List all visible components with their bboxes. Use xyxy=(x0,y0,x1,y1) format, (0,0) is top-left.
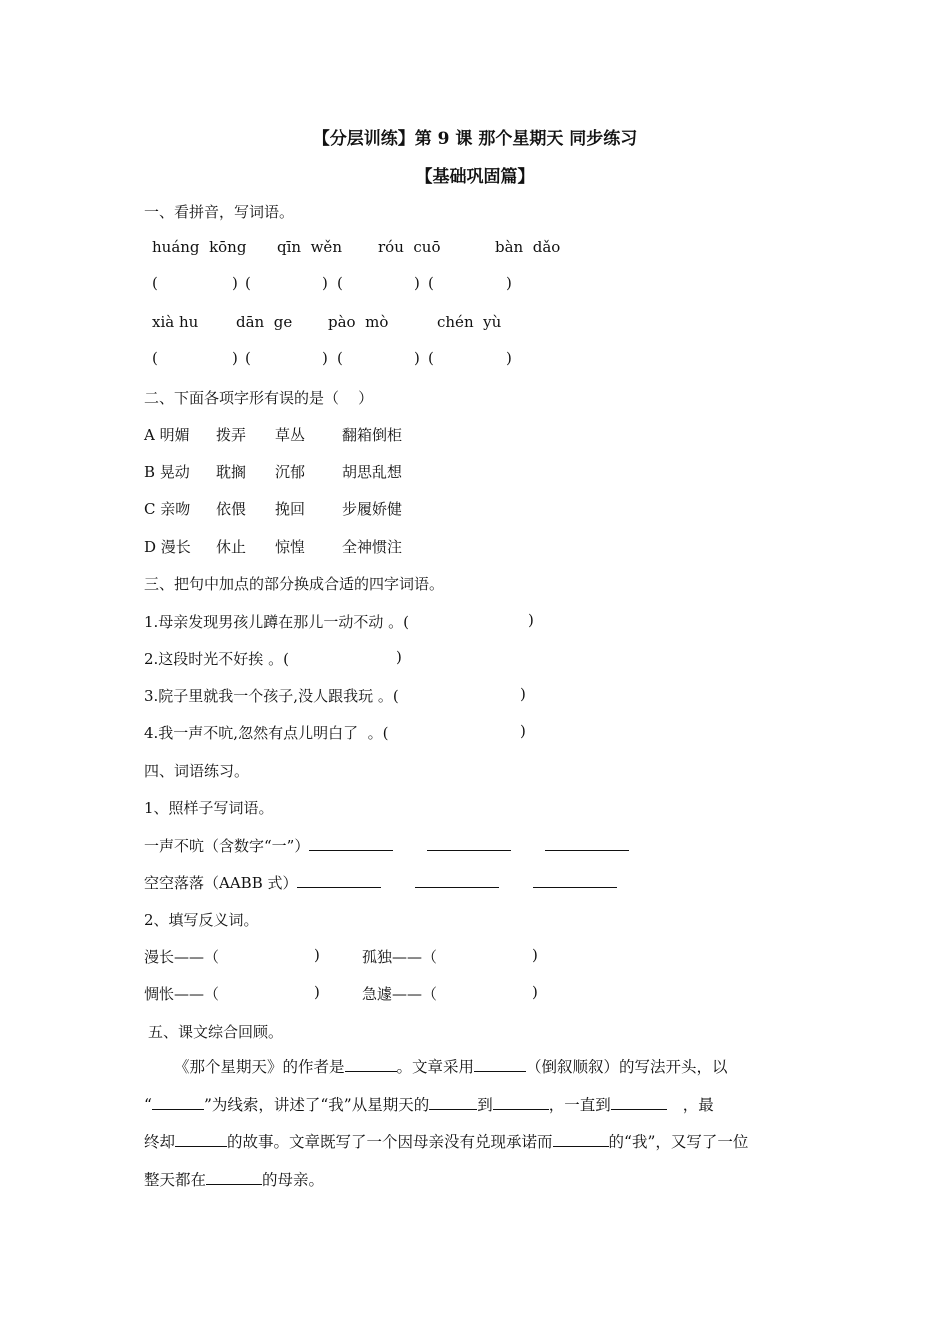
sentence-3[interactable]: 3.院子里就我一个孩子,没人跟我玩 。( xyxy=(144,687,399,705)
sentence-2-close: ) xyxy=(396,648,402,666)
author-blank[interactable] xyxy=(345,1057,397,1072)
option-d-word-1: D 漫长 xyxy=(144,538,191,556)
ending-blank[interactable] xyxy=(175,1132,227,1147)
review-text-13: 的母亲。 xyxy=(262,1170,325,1189)
option-b-word-3: 沉郁 xyxy=(275,463,306,481)
answer-box-3-open[interactable]: ( xyxy=(337,274,343,292)
sentence-1[interactable]: 1.母亲发现男孩儿蹲在那儿一动不动 。( xyxy=(144,613,409,631)
review-line-2 xyxy=(144,1087,808,1125)
page-title: 【分层训练】第 9 课 那个星期天 同步练习 xyxy=(312,129,638,149)
review-text-5: ”为线索，讲述了“我”从星期天的 xyxy=(203,1095,430,1114)
example-2-row xyxy=(144,872,617,893)
narration-blank[interactable] xyxy=(474,1057,526,1072)
option-a-word-3: 草丛 xyxy=(275,426,306,444)
answer-box-6-close: ) xyxy=(322,349,328,367)
review-text-7: ，一直到 xyxy=(548,1095,611,1114)
answer-box-3-close: ) xyxy=(414,274,420,292)
feeling-blank[interactable] xyxy=(553,1132,609,1147)
pinyin-2: qīn wěn xyxy=(277,238,342,256)
section4-sub2: 2、填写反义词。 xyxy=(144,911,259,929)
antonym-2[interactable]: 孤独——（ xyxy=(362,948,438,966)
answer-box-4-open[interactable]: ( xyxy=(428,274,434,292)
answer-box-1-open[interactable]: ( xyxy=(152,274,158,292)
section4-sub1: 1、照样子写词语。 xyxy=(144,799,274,817)
review-text-12: 整天都在 xyxy=(144,1170,207,1189)
option-c-word-4: 步履娇健 xyxy=(342,500,403,518)
review-text-2: 。文章采用 xyxy=(396,1058,475,1076)
review-text-11: 的“我”，又写了一位 xyxy=(608,1133,749,1151)
pinyin-4: bàn dǎo xyxy=(495,238,561,256)
section2-heading: 二、下面各项字形有误的是（ ） xyxy=(144,389,374,407)
example-2-blank-1[interactable] xyxy=(297,873,381,888)
answer-box-7-open[interactable]: ( xyxy=(337,349,343,367)
antonym-4[interactable]: 急遽——（ xyxy=(362,985,438,1003)
example-1-blank-3[interactable] xyxy=(545,836,629,851)
sentence-4-close: ) xyxy=(520,722,526,740)
option-c-word-2: 依偎 xyxy=(216,500,247,518)
example-2-blank-2[interactable] xyxy=(415,873,499,888)
review-text-10: 的故事。文章既写了一个因母亲没有兑现承诺而 xyxy=(227,1133,553,1151)
option-b-word-2: 耽搁 xyxy=(216,463,247,481)
example-2-blank-3[interactable] xyxy=(533,873,617,888)
answer-box-6-open[interactable]: ( xyxy=(245,349,251,367)
review-text-3: （倒叙顺叙）的写法开头，以 xyxy=(526,1058,728,1076)
antonym-4-close: ) xyxy=(532,983,538,1001)
sentence-1-close: ) xyxy=(528,611,534,629)
sentence-3-close: ) xyxy=(520,685,526,703)
review-line-1 xyxy=(144,1049,808,1087)
mother-blank[interactable] xyxy=(206,1170,262,1185)
stage-blank-2[interactable] xyxy=(493,1095,549,1110)
pinyin-7: pào mò xyxy=(328,313,389,331)
example-1-blank-2[interactable] xyxy=(427,836,511,851)
review-text-8: ，最 xyxy=(682,1095,714,1114)
answer-box-8-open[interactable]: ( xyxy=(428,349,434,367)
pinyin-5: xià hu xyxy=(152,313,199,331)
review-text-6: 到 xyxy=(477,1095,493,1114)
option-a-word-1: A 明媚 xyxy=(144,426,190,444)
answer-box-2-open[interactable]: ( xyxy=(245,274,251,292)
antonym-3[interactable]: 惆怅——（ xyxy=(144,985,220,1003)
antonym-2-close: ) xyxy=(532,946,538,964)
option-c-word-3: 挽回 xyxy=(275,500,306,518)
stage-blank-1[interactable] xyxy=(429,1095,477,1110)
pinyin-8: chén yù xyxy=(437,313,502,331)
sentence-4[interactable]: 4.我一声不吭,忽然有点儿明白了 。( xyxy=(144,724,389,742)
answer-box-8-close: ) xyxy=(506,349,512,367)
option-b-word-1: B 晃动 xyxy=(144,463,190,481)
pinyin-1: huáng kōng xyxy=(152,238,247,256)
example-1-blank-1[interactable] xyxy=(309,836,393,851)
antonym-1-close: ) xyxy=(314,946,320,964)
clue-blank[interactable] xyxy=(152,1095,204,1110)
option-d-word-4: 全神惯注 xyxy=(342,538,403,556)
example-1-label: 一声不吭（含数字“一”） xyxy=(144,837,310,855)
review-line-3 xyxy=(144,1124,808,1162)
review-line-4 xyxy=(144,1162,808,1200)
section3-heading: 三、把句中加点的部分换成合适的四字词语。 xyxy=(144,575,445,593)
option-d-word-2: 休止 xyxy=(216,538,247,556)
example-1-row xyxy=(144,835,629,856)
review-text-4: “ xyxy=(144,1095,152,1114)
option-d-word-3: 惊惶 xyxy=(275,538,306,556)
section5-heading: 五、课文综合回顾。 xyxy=(148,1023,284,1041)
pinyin-6: dān ge xyxy=(236,313,293,331)
review-paragraph xyxy=(144,1049,808,1199)
sentence-2[interactable]: 2.这段时光不好挨 。( xyxy=(144,650,289,668)
antonym-1[interactable]: 漫长——（ xyxy=(144,948,220,966)
answer-box-5-open[interactable]: ( xyxy=(152,349,158,367)
section1-heading: 一、看拼音，写词语。 xyxy=(144,203,295,221)
option-b-word-4: 胡思乱想 xyxy=(342,463,403,481)
stage-blank-3[interactable] xyxy=(611,1095,667,1110)
answer-box-2-close: ) xyxy=(322,274,328,292)
review-text-1: 《那个星期天》的作者是 xyxy=(174,1058,345,1076)
answer-box-1-close: ) xyxy=(232,274,238,292)
option-a-word-2: 拨弄 xyxy=(216,426,247,444)
section4-heading: 四、词语练习。 xyxy=(144,762,250,780)
answer-box-7-close: ) xyxy=(414,349,420,367)
answer-box-5-close: ) xyxy=(232,349,238,367)
page-subtitle: 【基础巩固篇】 xyxy=(415,167,535,187)
answer-box-4-close: ) xyxy=(506,274,512,292)
pinyin-3: róu cuō xyxy=(378,238,441,256)
antonym-3-close: ) xyxy=(314,983,320,1001)
option-c-word-1: C 亲吻 xyxy=(144,500,191,518)
example-2-label: 空空落落（AABB 式） xyxy=(144,874,298,892)
option-a-word-4: 翻箱倒柜 xyxy=(342,426,403,444)
review-text-9: 终却 xyxy=(144,1133,176,1151)
